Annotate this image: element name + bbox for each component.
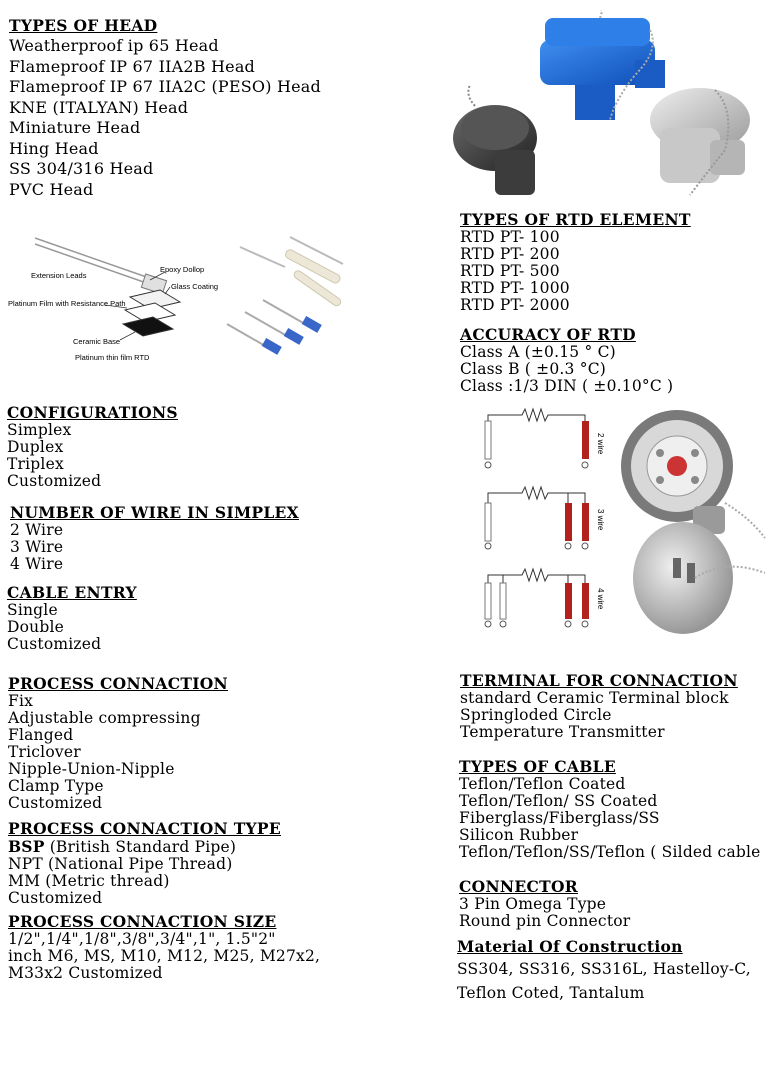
configurations-item: Customized (7, 472, 102, 490)
terminal-title: TERMINAL FOR CONNACTION (460, 671, 738, 690)
process-connection-item: Clamp Type (8, 777, 104, 795)
process-connection-item: Adjustable compressing (8, 709, 201, 727)
process-type-item: Customized (8, 889, 103, 907)
process-type-title: PROCESS CONNACTION TYPE (8, 819, 281, 838)
wires-section (10, 504, 299, 573)
head-title: TYPES OF HEAD (9, 16, 158, 35)
head-item: PVC Head (9, 179, 94, 199)
process-connection-item: Nipple-Union-Nipple (8, 760, 175, 778)
wires-item: 2 Wire (10, 521, 64, 539)
material-section (457, 938, 751, 1004)
terminal-item: Springloded Circle (460, 706, 612, 724)
rtd-element-title: TYPES OF RTD ELEMENT (460, 210, 691, 229)
process-size-title: PROCESS CONNACTION SIZE (8, 912, 277, 931)
process-size-item: 1/2",1/4",1/8",3/8",3/4",1", 1.5"2" (8, 930, 276, 948)
accuracy-title: ACCURACY OF RTD (460, 325, 636, 344)
connector-item: Round pin Connector (459, 912, 631, 930)
head-item: SS 304/316 Head (9, 159, 154, 178)
rtd-element-item: RTD PT- 2000 (460, 296, 570, 314)
cable-entry-item: Double (7, 618, 64, 636)
connector-item: 3 Pin Omega Type (459, 895, 607, 913)
label-3-wire: 3 wire (596, 509, 605, 531)
process-connection-section (8, 675, 228, 812)
process-type-bsp (8, 838, 281, 856)
process-connection-item: Fix (8, 692, 34, 710)
head-item: Weatherproof ip 65 Head (9, 36, 219, 55)
label-ceramic-base: Ceramic Base (73, 337, 121, 346)
connector-title: CONNECTOR (459, 877, 578, 896)
rtd-element-item: RTD PT- 1000 (460, 279, 570, 297)
cable-item: Teflon/Teflon/SS/Teflon ( Silded cable (459, 843, 761, 861)
configurations-item: Duplex (7, 438, 64, 456)
process-type-item: MM (Metric thread) (8, 872, 170, 890)
cable-item: Fiberglass/Fiberglass/SS (459, 809, 660, 827)
label-4-wire: 4 wire (596, 588, 605, 610)
diagram-caption: Platinum thin film RTD (75, 353, 150, 362)
label-epoxy-dollop: Epoxy Dollop (160, 265, 205, 274)
thermocouple-heads-photo (445, 10, 760, 210)
bsp-description: (British Standard Pipe) (44, 838, 237, 856)
rtd-element-item: RTD PT- 100 (460, 228, 560, 246)
terminal-section (460, 672, 738, 741)
head-item: Hing Head (9, 138, 99, 158)
rtd-element-item: RTD PT- 500 (460, 262, 560, 280)
label-extension-leads: Extension Leads (31, 271, 87, 280)
label-2-wire: 2 wire (596, 433, 605, 455)
process-connection-title: PROCESS CONNACTION (8, 674, 229, 693)
accuracy-item: Class B ( ±0.3 °C) (460, 360, 607, 378)
configurations-item: Triplex (7, 455, 64, 473)
configurations-section (7, 404, 178, 490)
label-platinum-film: Platinum Film with Resistance Path (8, 299, 126, 308)
accuracy-item: Class A (±0.15 ° C) (460, 343, 616, 361)
bsp-label: BSP (8, 837, 45, 856)
process-type-item: NPT (National Pipe Thread) (8, 855, 233, 873)
terminal-item: Temperature Transmitter (460, 723, 665, 741)
head-item: Miniature Head (9, 118, 141, 137)
wires-item: 3 Wire (10, 538, 64, 556)
cable-entry-item: Customized (7, 635, 102, 653)
process-connection-item: Flanged (8, 726, 74, 744)
process-size-item: M33x2 Customized (8, 964, 163, 982)
thin-film-rtd-diagram (5, 232, 360, 367)
wiring-diagrams (478, 405, 618, 635)
rtd-element-item: RTD PT- 200 (460, 245, 560, 263)
cable-item: Teflon/Teflon/ SS Coated (459, 792, 658, 810)
head-item: KNE (ITALYAN) Head (9, 97, 189, 117)
terminal-item: standard Ceramic Terminal block (460, 689, 729, 707)
cable-entry-title: CABLE ENTRY (7, 583, 137, 602)
accuracy-section (460, 326, 673, 395)
wires-item: 4 Wire (10, 555, 64, 573)
material-item: SS304, SS316, SS316L, Hastelloy-C, (457, 960, 751, 978)
open-head-photo (615, 408, 768, 636)
head-item: Flameproof IP 67 IIA2B Head (9, 56, 256, 76)
material-title: Material Of Construction (457, 937, 683, 956)
material-item: Teflon Coted, Tantalum (457, 984, 645, 1002)
cable-entry-item: Single (7, 601, 58, 619)
cable-item: Silicon Rubber (459, 826, 579, 844)
cable-title: TYPES OF CABLE (459, 757, 616, 776)
process-connection-item: Triclover (8, 743, 81, 761)
accuracy-item: Class :1/3 DIN ( ±0.10°C ) (460, 377, 674, 395)
process-size-section (8, 913, 320, 982)
cable-entry-section (7, 584, 137, 653)
process-type-section (8, 820, 281, 907)
configurations-item: Simplex (7, 421, 72, 439)
cable-section (459, 758, 761, 861)
head-section (9, 16, 321, 200)
head-item: Flameproof IP 67 IIA2C (PESO) Head (9, 77, 321, 96)
process-size-item: inch M6, MS, M10, M12, M25, M27x2, (8, 947, 321, 965)
configurations-title: CONFIGURATIONS (7, 403, 178, 422)
process-connection-item: Customized (8, 794, 103, 812)
wires-title: NUMBER OF WIRE IN SIMPLEX (10, 503, 299, 522)
connector-section (459, 878, 630, 930)
label-glass-coating: Glass Coating (171, 282, 219, 291)
cable-item: Teflon/Teflon Coated (459, 775, 626, 793)
rtd-element-section (460, 211, 691, 314)
